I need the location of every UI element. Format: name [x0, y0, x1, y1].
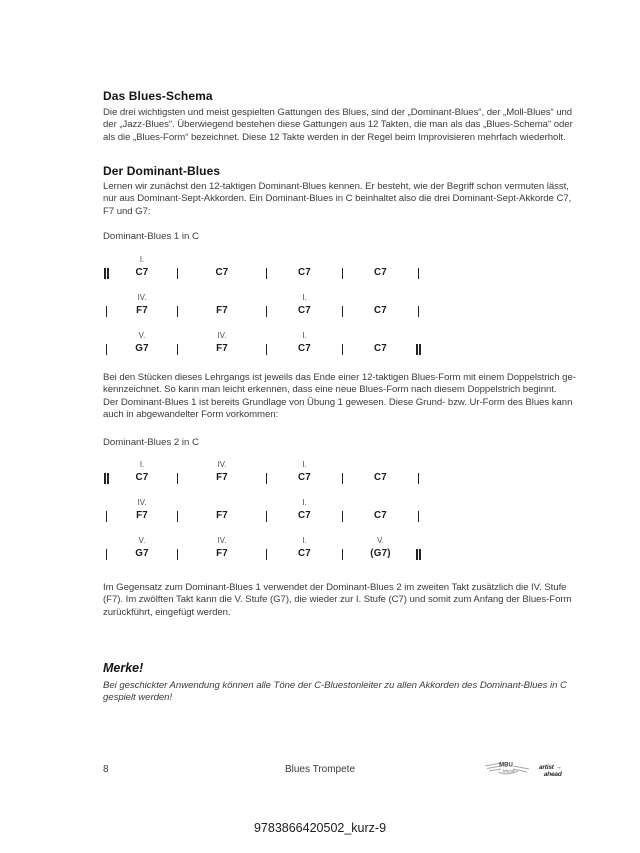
- chord-chart-dominant-blues-2: [104, 459, 421, 573]
- scale-degree-numeral: IV.: [217, 331, 227, 340]
- scale-degree-numeral: I.: [302, 536, 307, 545]
- scale-degree-numeral: IV.: [217, 536, 227, 545]
- svg-text:Music: Music: [502, 769, 516, 775]
- text-line: Der Dominant-Blues 1 ist bereits Grundlage von Übung 1 gewesen. Diese Grund- bzw. Ur-Form des Blues kann: [103, 396, 573, 408]
- measure: [109, 536, 175, 561]
- chord-symbol: C7: [135, 472, 149, 483]
- chart-label-dominant-blues-1: Dominant-Blues 1 in C: [103, 231, 199, 242]
- measure: [345, 255, 416, 280]
- chart-row: [104, 459, 421, 485]
- measure: [180, 498, 264, 523]
- double-barline: [416, 344, 421, 355]
- chord-symbol: F7: [136, 305, 148, 316]
- measure: [269, 255, 340, 280]
- measure: [345, 498, 416, 523]
- chord-symbol: C7: [374, 305, 387, 316]
- chord-symbol: C7: [215, 267, 229, 278]
- measure: [109, 460, 175, 485]
- text-line: als die „Blues-Form“ bezeichnet. Diese 12 Takte werden in der Regel beim Improvisieren mehrfach wiederholt.: [103, 131, 566, 143]
- scale-degree-numeral: V.: [138, 536, 146, 545]
- measure: [269, 293, 340, 318]
- measure: [109, 255, 175, 280]
- text-line: Bei den Stücken dieses Lehrgangs ist jeweils das Ende einer 12-taktigen Blues-Form mit einem Doppelstrich ge-: [103, 372, 576, 383]
- page-number: 8: [103, 764, 109, 775]
- measure: [345, 331, 416, 356]
- text-line: Die drei wichtigsten und meist gespielten Gattungen des Blues, sind der „Dominant-Blues“, der „Moll-Blues“ und: [103, 107, 573, 118]
- chord-symbol: C7: [298, 267, 311, 278]
- measure: [269, 536, 340, 561]
- chord-symbol: C7: [298, 343, 311, 354]
- measure: [109, 331, 175, 356]
- chart-row: [104, 330, 421, 356]
- chord-symbol: C7: [298, 548, 311, 559]
- text-line: nur aus Dominant-Sept-Akkorden. Ein Dominant-Blues in C beinhaltet also die drei Dominant-Sept-Akkorde C7,: [103, 193, 572, 205]
- chord-symbol: F7: [216, 472, 228, 483]
- scale-degree-numeral: I.: [302, 331, 307, 340]
- artist-ahead-logo-line2: ahead: [543, 770, 562, 778]
- chord-symbol: F7: [216, 548, 228, 559]
- scale-degree-numeral: IV.: [137, 293, 147, 302]
- measure: [180, 536, 264, 561]
- chord-symbol: F7: [216, 510, 228, 521]
- text-line: Im Gegensatz zum Dominant-Blues 1 verwendet der Dominant-Blues 2 im zweiten Takt zusätzlich die IV. Stufe: [103, 582, 567, 593]
- text-line: gespielt werden!: [103, 692, 173, 704]
- measure: [180, 331, 264, 356]
- chart-label-dominant-blues-2: Dominant-Blues 2 in C: [103, 437, 199, 448]
- chord-symbol: C7: [298, 472, 311, 483]
- text-line: kennzeichnet. So kann man leicht erkennen, dass eine neue Blues-Form nach diesem Doppelstrich beginnt.: [103, 384, 557, 396]
- section-heading-blues-schema: Das Blues-Schema: [103, 89, 213, 103]
- scale-degree-numeral: I.: [302, 460, 307, 469]
- chord-symbol: C7: [374, 472, 387, 483]
- paragraph-gegensatz: [103, 582, 571, 619]
- chord-chart-dominant-blues-1: [104, 254, 421, 368]
- footer-book-title: Blues Trompete: [284, 764, 356, 775]
- text-line: Bei geschickter Anwendung können alle Töne der C-Bluestonleiter zu allen Akkorden des Dominant-Blues in C: [103, 680, 567, 691]
- chord-symbol: G7: [135, 343, 149, 354]
- measure: [269, 331, 340, 356]
- scale-degree-numeral: I.: [139, 460, 145, 469]
- section-heading-dominant-blues: Der Dominant-Blues: [103, 164, 221, 178]
- file-caption: 9783866420502_kurz-9: [253, 821, 387, 835]
- barline: [416, 268, 421, 279]
- chord-symbol: C7: [374, 510, 387, 521]
- chart-row: [104, 535, 421, 561]
- merke-paragraph: [103, 680, 567, 705]
- text-line: (F7). Im zwölften Takt kann die V. Stufe (G7), die wieder zur I. Stufe (C7) und somit zum Anfang der Blues-Form: [103, 594, 572, 606]
- chord-symbol: F7: [216, 305, 228, 316]
- text-line: auch in abgewandelter Form vorkommen:: [103, 409, 279, 421]
- measure: [269, 498, 340, 523]
- measure: [345, 460, 416, 485]
- measure: [180, 293, 264, 318]
- chord-symbol: (G7): [370, 548, 391, 559]
- measure: [345, 536, 416, 561]
- barline: [416, 473, 421, 484]
- chord-symbol: C7: [374, 267, 387, 278]
- chart-row: [104, 292, 421, 318]
- paragraph-blues-schema: [103, 107, 573, 144]
- scale-degree-numeral: I.: [139, 255, 145, 264]
- paragraph-doppelstrich: [103, 372, 576, 422]
- text-line: zurückführt, eingefügt werden.: [103, 606, 231, 618]
- paragraph-dominant-blues: [103, 181, 571, 218]
- chart-row: [104, 254, 421, 280]
- measure: [180, 460, 264, 485]
- chord-symbol: C7: [298, 305, 311, 316]
- measure: [269, 460, 340, 485]
- chord-symbol: C7: [374, 343, 387, 354]
- artist-ahead-logo-line1: artist →: [539, 763, 562, 771]
- scale-degree-numeral: I.: [302, 498, 307, 507]
- barline: [416, 306, 421, 317]
- chord-symbol: C7: [135, 267, 149, 278]
- chord-symbol: F7: [136, 510, 148, 521]
- scale-degree-numeral: IV.: [217, 460, 227, 469]
- chord-symbol: F7: [216, 343, 228, 354]
- text-line: F7 und G7:: [103, 205, 151, 217]
- publisher-logos: [484, 757, 562, 784]
- measure: [180, 255, 264, 280]
- scale-degree-numeral: V.: [377, 536, 384, 545]
- chord-symbol: G7: [135, 548, 149, 559]
- artist-ahead-logo: [539, 764, 562, 778]
- scale-degree-numeral: V.: [138, 331, 146, 340]
- double-barline: [416, 549, 421, 560]
- chart-row: [104, 497, 421, 523]
- scale-degree-numeral: I.: [302, 293, 307, 302]
- measure: [109, 293, 175, 318]
- text-line: der „Jazz-Blues“. Überwiegend bestehen diese Gattungen aus 12 Takten, die man als das „Blues-Schema“ oder: [103, 119, 573, 131]
- barline: [416, 511, 421, 522]
- measure: [345, 293, 416, 318]
- chord-symbol: C7: [298, 510, 311, 521]
- text-line: Lernen wir zunächst den 12-taktigen Dominant-Blues kennen. Er besteht, wie der Begriff schon vermuten lässt,: [103, 181, 569, 192]
- svg-text:MBU: MBU: [499, 762, 513, 769]
- merke-heading: Merke!: [103, 661, 144, 675]
- scale-degree-numeral: IV.: [137, 498, 147, 507]
- winged-music-logo-icon: [484, 757, 530, 784]
- measure: [109, 498, 175, 523]
